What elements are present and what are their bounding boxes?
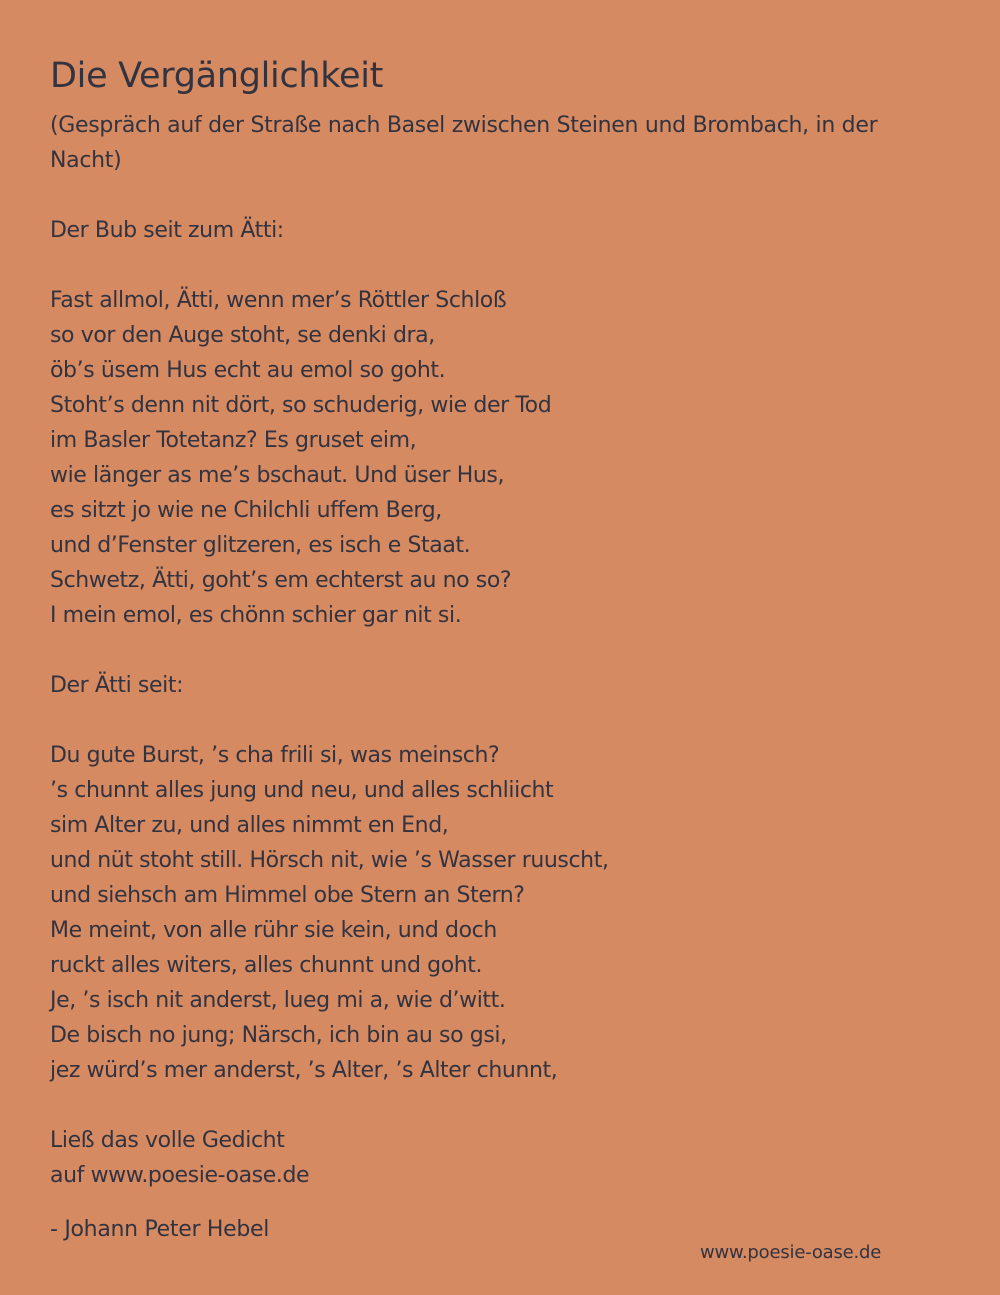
poem-section-1: [50, 213, 930, 633]
poem-line: Fast allmol, Ätti, wenn mer’s Röttler Schloß: [50, 288, 507, 313]
poem-title: Die Vergänglichkeit: [50, 56, 384, 96]
poem-line: De bisch no jung; Närsch, ich bin au so gsi,: [50, 1023, 507, 1048]
poem-line: und d’Fenster glitzeren, es isch e Staat.: [50, 533, 471, 558]
read-full-poem-note: [50, 1123, 930, 1193]
poem-line: wie länger as me’s bschaut. Und üser Hus,: [50, 463, 505, 488]
poem-line: öb’s üsem Hus echt au emol so goht.: [50, 358, 446, 383]
poem-line: I mein emol, es chönn schier gar nit si.: [50, 603, 462, 628]
poem-line: ’s chunnt alles jung und neu, und alles schliicht: [50, 778, 554, 803]
poem-page: [50, 50, 930, 1269]
poem-line: Je, ’s isch nit anderst, lueg mi a, wie d’witt.: [50, 988, 506, 1013]
poem-line: im Basler Totetanz? Es gruset eim,: [50, 428, 417, 453]
cta-line-2: auf www.poesie-oase.de: [50, 1163, 310, 1188]
poem-section-2: [50, 668, 930, 1088]
poem-line: ruckt alles witers, alles chunnt und goht.: [50, 953, 483, 978]
poem-line: und nüt stoht still. Hörsch nit, wie ’s Wasser ruuscht,: [50, 848, 609, 873]
poem-line: Me meint, von alle rühr sie kein, und doch: [50, 918, 497, 943]
speaker-label: Der Bub seit zum Ätti:: [50, 218, 284, 243]
poem-line: so vor den Auge stoht, se denki dra,: [50, 323, 435, 348]
poem-line: Schwetz, Ätti, goht’s em echterst au no so?: [50, 568, 512, 593]
poem-line: es sitzt jo wie ne Chilchli uffem Berg,: [50, 498, 442, 523]
stanza: [50, 738, 930, 1088]
poem-author: - Johann Peter Hebel: [50, 1217, 270, 1242]
poem-subtitle: (Gespräch auf der Straße nach Basel zwischen Steinen und Brombach, in der Nacht): [50, 113, 878, 173]
poem-line: und siehsch am Himmel obe Stern an Stern?: [50, 883, 525, 908]
cta-line-1: Ließ das volle Gedicht: [50, 1128, 285, 1153]
poem-line: Du gute Burst, ’s cha frili si, was meinsch?: [50, 743, 500, 768]
poem-line: Stoht’s denn nit dört, so schuderig, wie der Tod: [50, 393, 552, 418]
speaker-label: Der Ätti seit:: [50, 673, 184, 698]
poem-line: sim Alter zu, und alles nimmt en End,: [50, 813, 449, 838]
footer-website-url: www.poesie-oase.de: [700, 1242, 882, 1263]
stanza: [50, 283, 930, 633]
poem-line: jez würd’s mer anderst, ’s Alter, ’s Alter chunnt,: [50, 1058, 558, 1083]
